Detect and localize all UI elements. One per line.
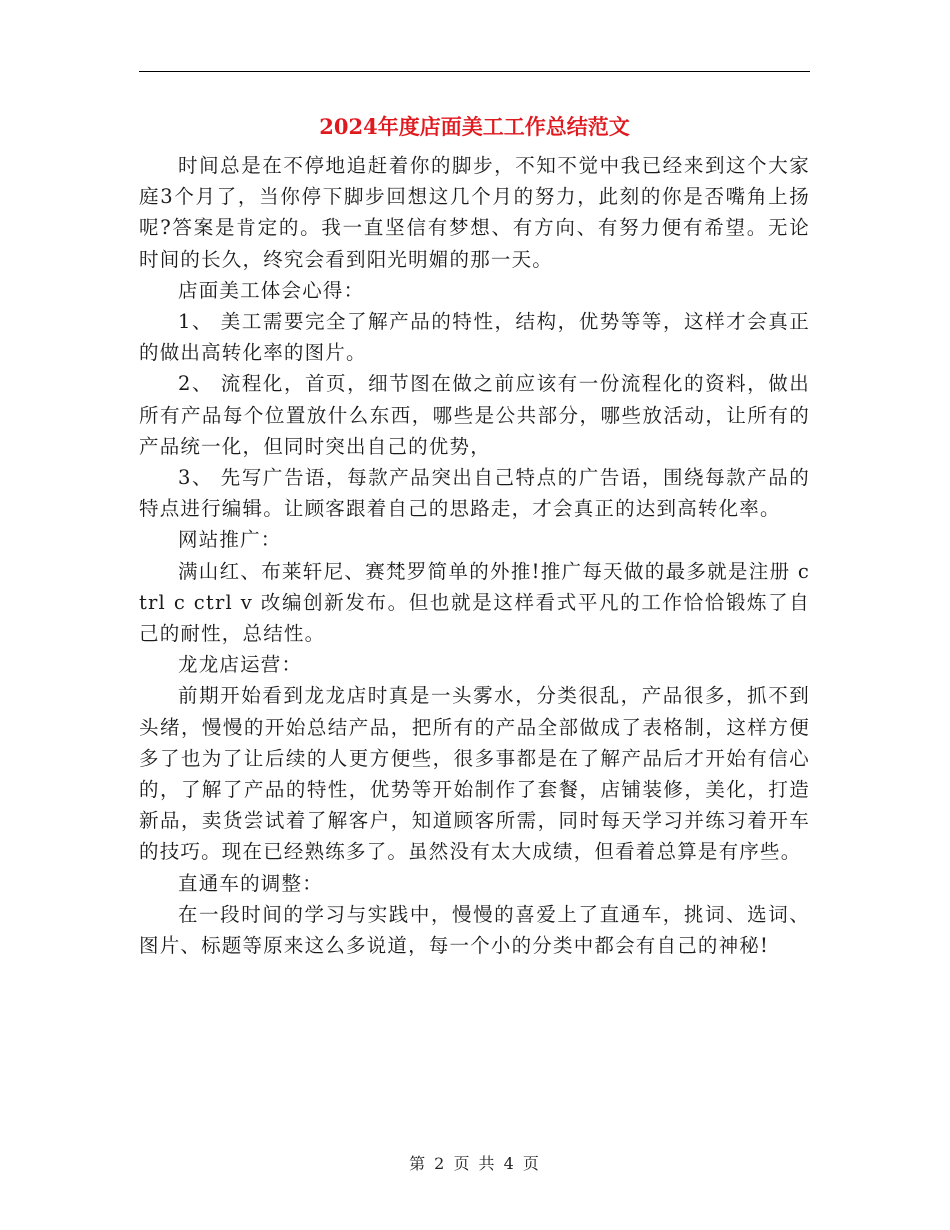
paragraph-point-2: 2、 流程化，首页，细节图在做之前应该有一份流程化的资料，做出所有产品每个位置放什么东西，哪些是公共部分，哪些放活动，让所有的产品统一化，但同时突出自己的优势， <box>139 372 810 458</box>
header-rule <box>139 71 810 72</box>
document-title: 2024年度店面美工工作总结范文 <box>319 114 630 139</box>
section-heading-experience: 店面美工体会心得： <box>178 278 365 302</box>
section-heading-store-operation: 龙龙店运营： <box>178 653 303 677</box>
paragraph-point-1: 1、 美工需要完全了解产品的特性，结构，优势等等，这样才会真正的做出高转化率的图片。 <box>139 310 810 365</box>
paragraph-store-operation: 前期开始看到龙龙店时真是一头雾水，分类很乱，产品很多，抓不到头绪，慢慢的开始总结产品，把所有的产品全部做成了表格制，这样方便多了也为了让后续的人更方便些，很多事都是在了解产品后才开始有信心的，了解了产品的特性，优势等开始制作了套餐，店铺装修，美化，打造新品，卖货尝试着了解客户，知道顾客所需，同时每天学习并练习着开车的技巧。现在已经熟练多了。虽然没有太大成绩，但看着总算是有序些。 <box>139 684 810 864</box>
section-heading-direct-train: 直通车的调整： <box>178 871 323 895</box>
section-heading-promotion: 网站推广： <box>178 528 282 552</box>
page-number-footer: 第 2 页 共 4 页 <box>409 1154 541 1173</box>
paragraph-direct-train: 在一段时间的学习与实践中，慢慢的喜爱上了直通车，挑词、选词、图片、标题等原来这么多说道，每一个小的分类中都会有自己的神秘! <box>139 902 810 958</box>
document-body <box>139 150 810 961</box>
paragraph-intro: 时间总是在不停地追赶着你的脚步，不知不觉中我已经来到这个大家庭3个月了，当你停下脚步回想这几个月的努力，此刻的你是否嘴角上扬呢?答案是肯定的。我一直坚信有梦想、有方向、有努力便有希望。无论时间的长久，终究会看到阳光明媚的那一天。 <box>139 154 810 271</box>
paragraph-promotion: 满山红、布莱轩尼、赛梵罗简单的外推!推广每天做的最多就是注册 ctrl c ctrl v 改编创新发布。但也就是这样看式平凡的工作恰恰锻炼了自己的耐性，总结性。 <box>139 559 810 646</box>
paragraph-point-3: 3、 先写广告语，每款产品突出自己特点的广告语，围绕每款产品的特点进行编辑。让顾客跟着自己的思路走，才会真正的达到高转化率。 <box>139 466 810 521</box>
